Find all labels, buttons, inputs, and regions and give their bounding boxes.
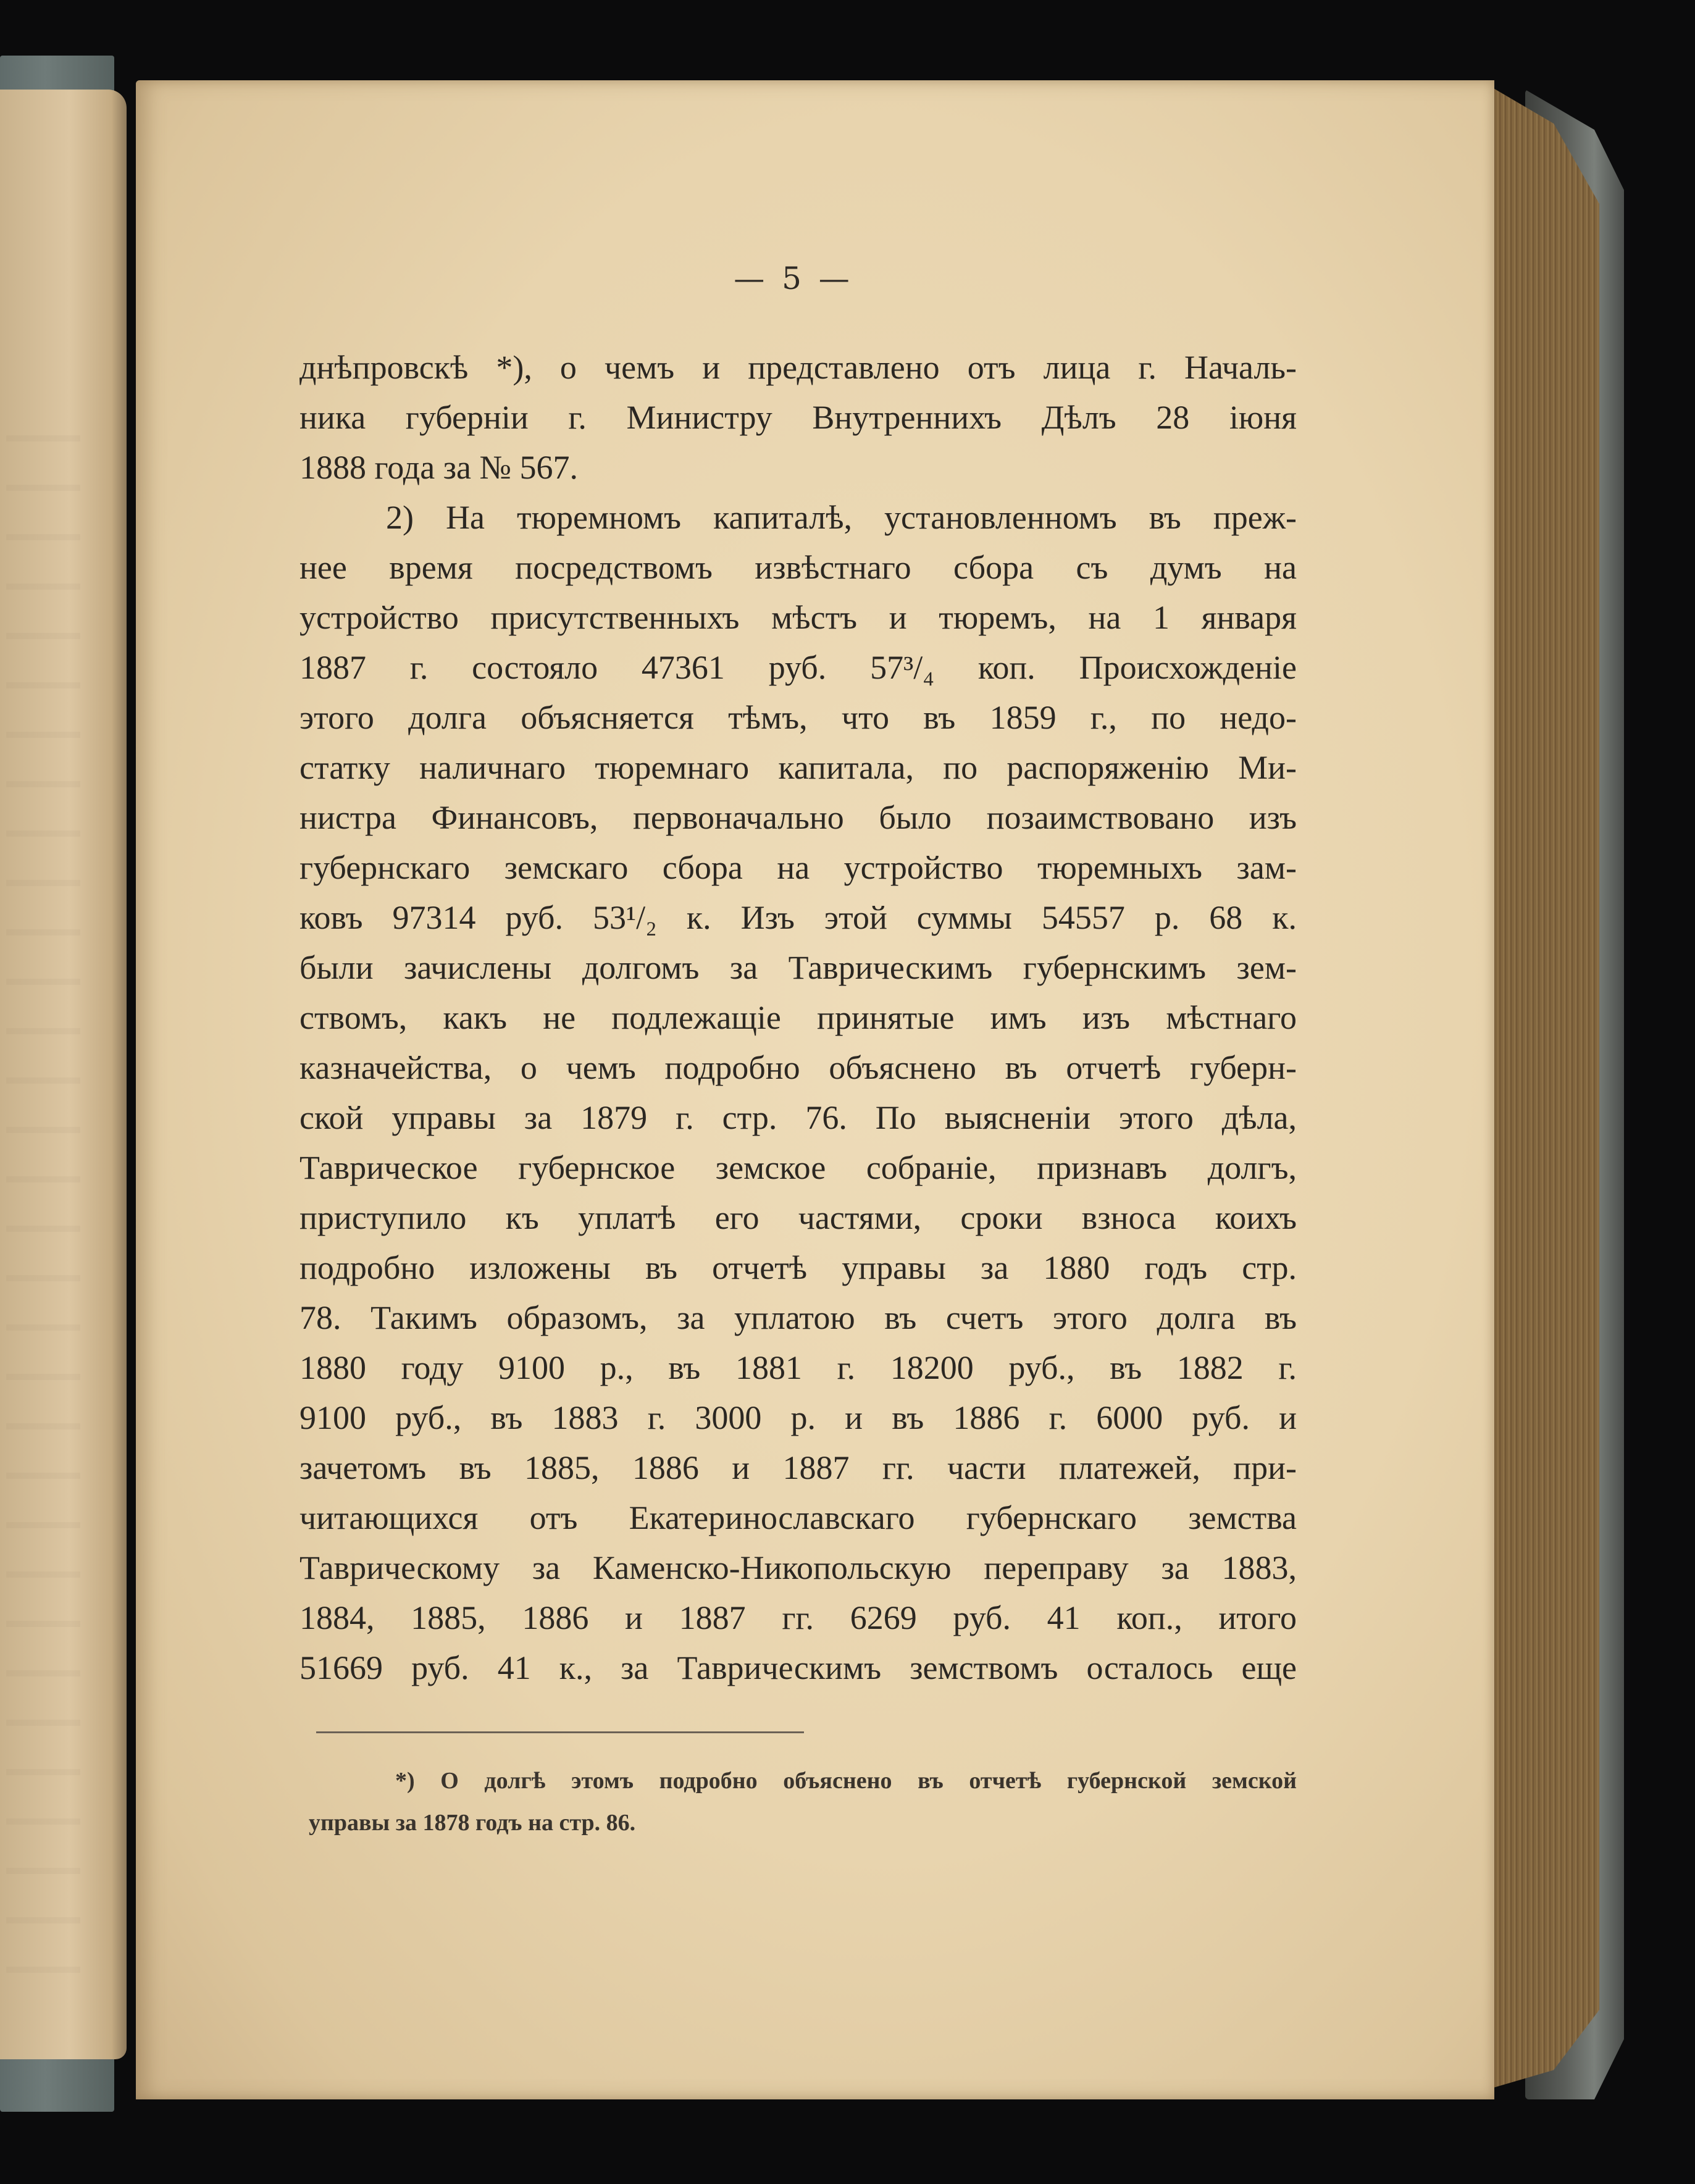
text-line: нее время посредствомъ извѣстнаго сбора съ думъ на (299, 549, 1297, 586)
text-line: днѣпровскѣ *), о чемъ и представлено отъ лица г. Началь- (299, 349, 1297, 386)
text-line: зачетомъ въ 1885, 1886 и 1887 гг. части платежей, при- (299, 1449, 1297, 1486)
text-line: 51669 руб. 41 к., за Таврическимъ земствомъ осталось еще (299, 1649, 1297, 1686)
text-line: 78. Такимъ образомъ, за уплатою въ счетъ этого долга въ (299, 1299, 1297, 1336)
footnote (309, 1760, 1297, 1844)
text-line: ника губерніи г. Министру Внутреннихъ Дѣлъ 28 іюня (299, 399, 1297, 436)
text-line: Таврическому за Каменско-Никопольскую переправу за 1883, (299, 1549, 1297, 1586)
text-line: 2) На тюремномъ капиталѣ, установленномъ въ преж- (386, 499, 1297, 536)
text-line: были зачислены долгомъ за Таврическимъ губернскимъ зем- (299, 949, 1297, 986)
footnote-line: управы за 1878 годъ на стр. 86. (309, 1810, 636, 1836)
body-text (299, 343, 1297, 1693)
left-facing-page (0, 90, 127, 2059)
footnote-divider (316, 1731, 804, 1733)
page-number: — 5 — (734, 261, 853, 296)
text-line: устройство присутственныхъ мѣстъ и тюремъ, на 1 января (299, 599, 1297, 636)
text-line: нистра Финансовъ, первоначально было позаимствовано изъ (299, 799, 1297, 836)
text-line: 1884, 1885, 1886 и 1887 гг. 6269 руб. 41 коп., итого (299, 1599, 1297, 1636)
text-line: 1880 году 9100 р., въ 1881 г. 18200 руб., въ 1882 г. (299, 1349, 1297, 1386)
text-line: читающихся отъ Екатеринославскаго губернскаго земства (299, 1499, 1297, 1536)
page-edges (1485, 83, 1599, 2090)
text-line: 9100 руб., въ 1883 г. 3000 р. и въ 1886 г. 6000 руб. и (299, 1399, 1297, 1436)
text-line: статку наличнаго тюремнаго капитала, по распоряженію Ми- (299, 749, 1297, 786)
text-line: ской управы за 1879 г. стр. 76. По выясненіи этого дѣла, (299, 1099, 1297, 1136)
text-line: подробно изложены въ отчетѣ управы за 1880 годъ стр. (299, 1249, 1297, 1286)
text-line: губернскаго земскаго сбора на устройство тюремныхъ зам- (299, 849, 1297, 886)
text-line: 1887 г. состояло 47361 руб. 57³/₄ коп. Происхожденіе (299, 649, 1297, 686)
footnote-line: *) О долгѣ этомъ подробно объяснено въ отчетѣ губернской земской (395, 1768, 1297, 1794)
text-line: ствомъ, какъ не подлежащіе принятые имъ изъ мѣстнаго (299, 999, 1297, 1036)
left-page-bleed-through (6, 435, 80, 1979)
text-line: казначейства, о чемъ подробно объяснено въ отчетѣ губерн- (299, 1049, 1297, 1086)
text-line: 1888 года за № 567. (299, 449, 579, 486)
text-line: ковъ 97314 руб. 53¹/₂ к. Изъ этой суммы 54557 р. 68 к. (299, 899, 1297, 936)
text-line: этого долга объясняется тѣмъ, что въ 1859 г., по недо- (299, 699, 1297, 736)
text-line: Таврическое губернское земское собраніе, признавъ долгъ, (299, 1149, 1297, 1186)
text-line: приступило къ уплатѣ его частями, сроки взноса коихъ (299, 1199, 1297, 1236)
